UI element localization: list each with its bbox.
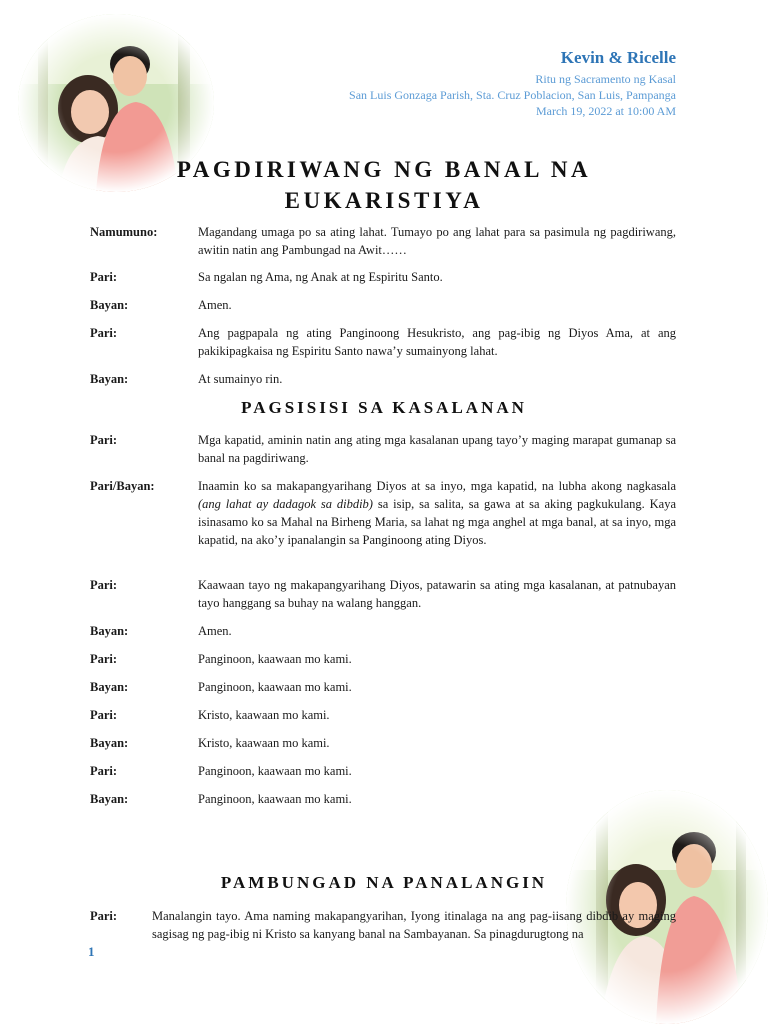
page-title [0, 154, 768, 216]
liturgy-text: Manalangin tayo. Ama naming makapangyarihan, Iyong itinalaga na ang pag-iisang dibdib ay maging sagisag ng pag-ibig ni Kristo sa kanyang banal na Sambayanan. Sa pinagdurugtong na [152, 909, 676, 941]
speaker-label: Bayan: [90, 624, 129, 638]
speaker-label: Pari: [90, 764, 118, 778]
liturgy-row [90, 622, 676, 640]
liturgy-text: Kaawaan tayo ng makapangyarihang Diyos, patawarin sa ating mga kasalanan, at patnubayan tayo hanggang sa buhay na walang hanggan. [198, 578, 676, 610]
speaker-label: Pari/Bayan: [90, 479, 155, 493]
speaker-label: Pari: [90, 326, 118, 340]
liturgy-row [90, 706, 676, 724]
liturgy-text: sa isip, sa salita, sa gawa at sa aking pagkukulang. Kaya isinasamo ko sa Mahal na Birheng Maria, sa lahat ng mga anghel at mga banal, at sa inyo, mga kapatid, na ako’y ipanalangin sa Panginoong ating Diyos. [198, 497, 676, 547]
liturgy-row [90, 324, 676, 360]
liturgy-row [90, 734, 676, 752]
speaker-label: Bayan: [90, 792, 129, 806]
section-title-penitential: PAGSISISI SA KASALANAN [241, 398, 527, 417]
liturgy-row [90, 790, 676, 808]
liturgy-text: Panginoon, kaawaan mo kami. [198, 680, 352, 694]
liturgy-text: Inaamin ko sa makapangyarihang Diyos at sa inyo, mga kapatid, na lubha akong nagkasala [198, 479, 676, 493]
liturgy-row [90, 431, 676, 467]
liturgy-text: At sumainyo rin. [198, 372, 283, 386]
page-number: 1 [88, 944, 95, 959]
couple-names: Kevin & Ricelle [560, 48, 676, 67]
date-time: March 19, 2022 at 10:00 AM [536, 104, 676, 118]
liturgy-text: Amen. [198, 624, 232, 638]
speaker-label: Bayan: [90, 680, 129, 694]
liturgy-row [90, 762, 676, 780]
page-title-line-1: PAGDIRIWANG NG BANAL NA [176, 157, 592, 182]
liturgy-text: Sa ngalan ng Ama, ng Anak at ng Espiritu Santo. [198, 270, 443, 284]
speaker-label: Bayan: [90, 298, 129, 312]
speaker-label: Bayan: [90, 372, 129, 386]
page-title-line-2: EUKARISTIYA [284, 188, 484, 213]
speaker-label: Pari: [90, 433, 118, 447]
confiteor-text [198, 477, 676, 549]
liturgy-row [90, 576, 676, 612]
speaker-label: Pari: [90, 909, 118, 923]
section-title-opening-prayer: PAMBUNGAD NA PANALANGIN [220, 873, 548, 892]
liturgy-row [90, 907, 676, 943]
rite-name: Ritu ng Sacramento ng Kasal [535, 72, 676, 86]
liturgy-text: Panginoon, kaawaan mo kami. [198, 792, 352, 806]
liturgy-row [90, 296, 676, 314]
liturgy-text: Panginoon, kaawaan mo kami. [198, 764, 352, 778]
speaker-label: Pari: [90, 270, 118, 284]
rubric-note: (ang lahat ay dadagok sa dibdib) [198, 497, 373, 511]
liturgy-text: Kristo, kaawaan mo kami. [198, 708, 330, 722]
liturgy-row [90, 268, 676, 286]
speaker-label: Pari: [90, 708, 118, 722]
speaker-label: Pari: [90, 578, 118, 592]
liturgy-text: Panginoon, kaawaan mo kami. [198, 652, 352, 666]
liturgy-text: Mga kapatid, aminin natin ang ating mga kasalanan upang tayo’y maging marapat gumanap sa banal na pagdiriwang. [198, 433, 676, 465]
speaker-label: Namumuno: [90, 225, 158, 239]
speaker-label: Bayan: [90, 736, 129, 750]
liturgy-row [90, 223, 676, 259]
document-header [349, 48, 676, 119]
liturgy-text: Ang pagpapala ng ating Panginoong Hesukristo, ang pag-ibig ng Diyos Ama, at ang pakikipagkaisa ng Espiritu Santo nawa’y sumainyong lahat. [198, 326, 676, 358]
liturgy-row [90, 650, 676, 668]
liturgy-row [90, 678, 676, 696]
liturgy-text: Kristo, kaawaan mo kami. [198, 736, 330, 750]
venue: San Luis Gonzaga Parish, Sta. Cruz Poblacion, San Luis, Pampanga [349, 88, 676, 102]
liturgy-text: Magandang umaga po sa ating lahat. Tumayo po ang lahat para sa pasimula ng pagdiriwang, awitin natin ang Pambungad na Awit…… [198, 225, 676, 257]
liturgy-text: Amen. [198, 298, 232, 312]
liturgy-row [90, 370, 676, 388]
liturgy-row [90, 477, 676, 549]
speaker-label: Pari: [90, 652, 118, 666]
